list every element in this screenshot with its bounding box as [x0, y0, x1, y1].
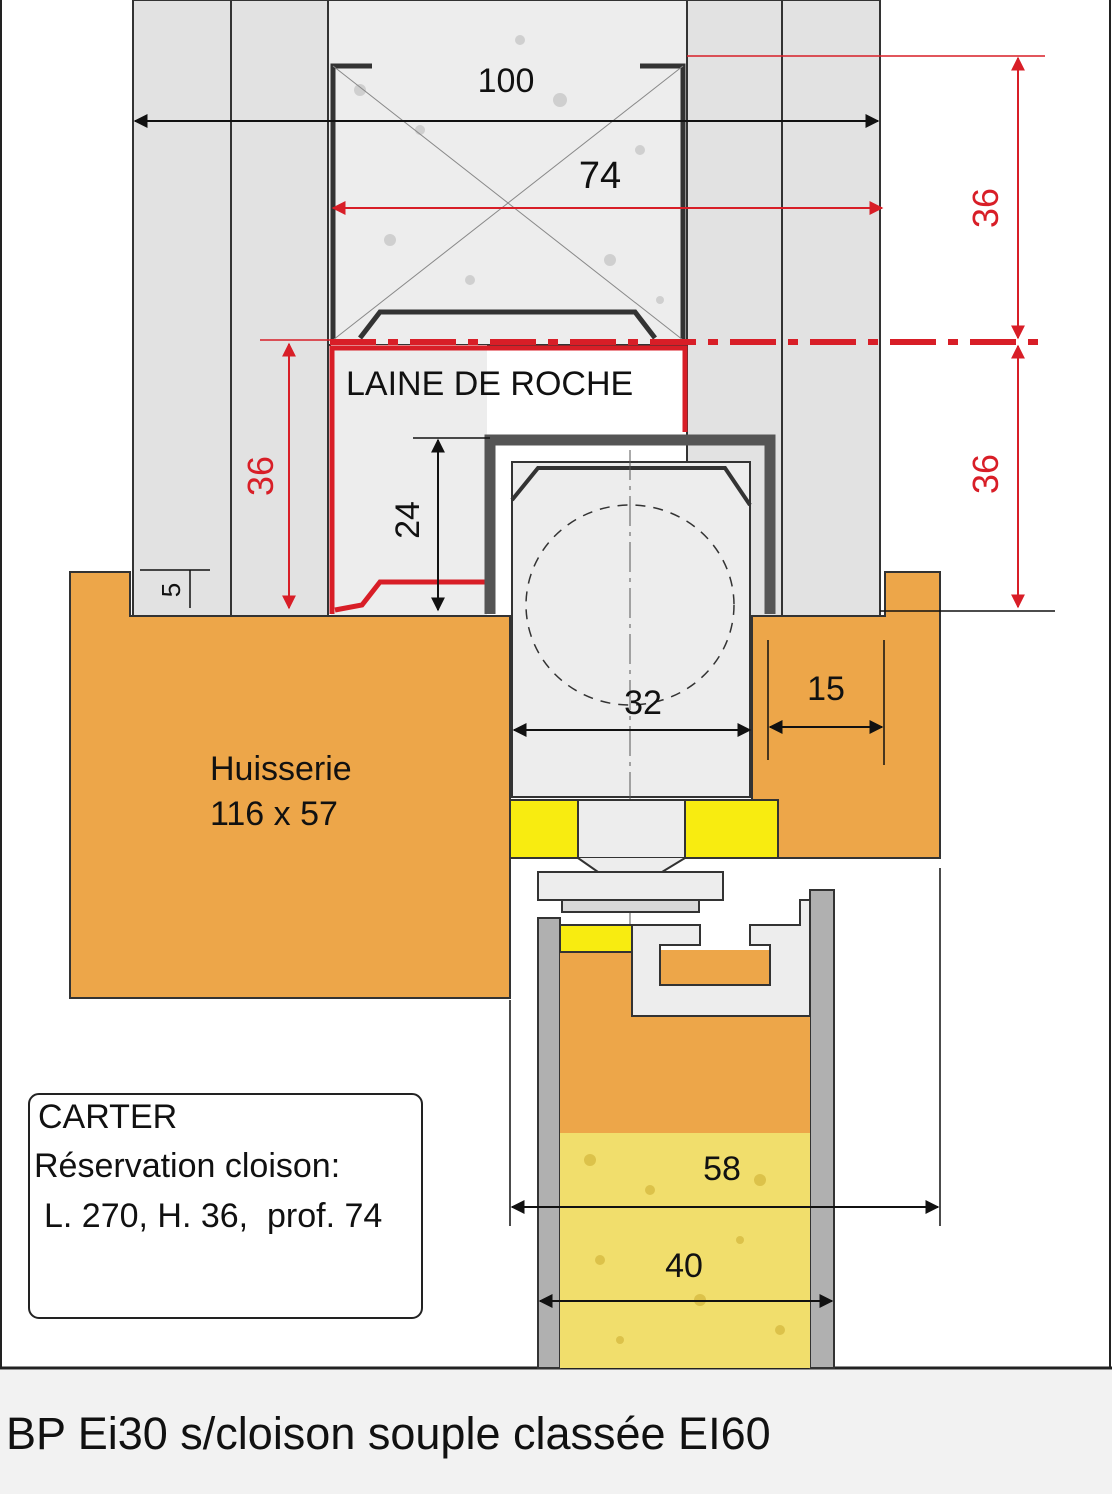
yellow-strip-door: [560, 925, 632, 952]
figure-caption: BP Ei30 s/cloison souple classée EI60: [6, 1408, 771, 1459]
carter-note-line2: L. 270, H. 36, prof. 74: [44, 1197, 383, 1235]
dim-58-text: 58: [703, 1150, 741, 1188]
huisserie-size-label: 116 x 57: [210, 795, 338, 833]
carter-note-title: CARTER: [38, 1098, 178, 1136]
dim-15-text: 15: [807, 670, 845, 708]
dim-100-text: 100: [477, 62, 535, 100]
nut: [538, 872, 723, 900]
dim-32-text: 32: [624, 684, 662, 722]
rock-wool-top: [328, 0, 687, 345]
dim-5-text: 5: [156, 582, 186, 598]
carter-note-line1: Réservation cloison:: [34, 1147, 341, 1185]
door-skin-right: [810, 890, 834, 1368]
dim-24-text: 24: [389, 501, 427, 539]
washer: [562, 900, 699, 912]
huisserie-label: Huisserie: [210, 750, 352, 788]
carter-inner: [512, 462, 750, 797]
bolt-neck: [578, 858, 685, 872]
bolt-shaft: [578, 800, 685, 858]
dim-74-text: 74: [578, 155, 622, 197]
dim-36-left-text: 36: [240, 455, 281, 497]
dim-36-top-text: 36: [965, 187, 1006, 229]
laine-de-roche-label: LAINE DE ROCHE: [346, 365, 634, 403]
stud-right-outer: [782, 0, 880, 616]
dim-40-text: 40: [665, 1247, 703, 1285]
yellow-spacer-right: [685, 800, 778, 858]
stud-left-inner: [231, 0, 328, 616]
stud-left-outer: [133, 0, 231, 616]
yellow-spacer-left: [510, 800, 578, 858]
dim-36-right-text: 36: [965, 453, 1006, 495]
